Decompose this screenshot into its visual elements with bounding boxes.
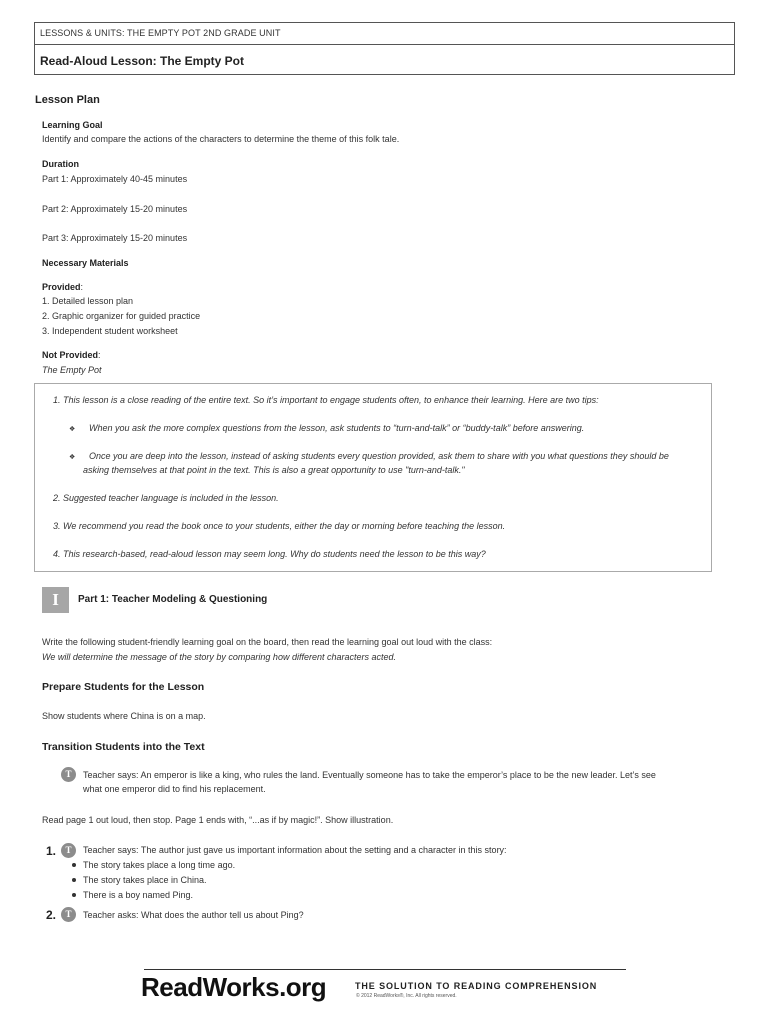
page-title: Read-Aloud Lesson: The Empty Pot xyxy=(40,54,245,68)
part-number-badge: I xyxy=(42,587,69,613)
provided-item-1: 1. Detailed lesson plan xyxy=(42,296,134,306)
question-2-text: Teacher asks: What does the author tell us about Ping? xyxy=(83,910,304,920)
note-1: 1. This lesson is a close reading of the entire text. So it’s important to engage students often, to enhance their learning. Here are two tips: xyxy=(53,395,599,405)
note-2: 2. Suggested teacher language is included in the lesson. xyxy=(53,493,279,503)
not-provided-item: The Empty Pot xyxy=(42,365,102,375)
materials-label: Necessary Materials xyxy=(42,258,129,268)
duration-part1: Part 1: Approximately 40-45 minutes xyxy=(42,174,188,184)
q1-bullet-1: The story takes place a long time ago. xyxy=(83,860,236,870)
student-learning-goal: We will determine the message of the story by comparing how different characters acted. xyxy=(42,652,397,662)
question-1-text: Teacher says: The author just gave us important information about the setting and a character in this story: xyxy=(83,845,507,855)
provided-item-3: 3. Independent student worksheet xyxy=(42,326,178,336)
breadcrumb-bar xyxy=(35,23,734,45)
q1-bullet-2: The story takes place in China. xyxy=(83,875,207,885)
teacher-icon: T xyxy=(61,843,76,858)
prepare-text: Show students where China is on a map. xyxy=(42,711,206,721)
footer-tagline: THE SOLUTION TO READING COMPREHENSION xyxy=(355,981,598,991)
note-1-tip-2-line-2: asking themselves at that point in the text. This is also a great opportunity to use "turn-and-talk." xyxy=(83,465,465,475)
note-3: 3. We recommend you read the book once to your students, either the day or morning before teaching the lesson. xyxy=(53,521,506,531)
note-1-tip-2-line-1: Once you are deep into the lesson, instead of asking students every question provided, ask them to share with you what questions they should be xyxy=(89,451,669,461)
lesson-plan-heading: Lesson Plan xyxy=(35,94,100,106)
teacher-says-1-line-2: what one emperor did to find his replacement. xyxy=(83,784,266,794)
learning-goal-label: Learning Goal xyxy=(42,120,103,130)
diamond-bullet-icon: ❖ xyxy=(69,426,76,433)
teacher-icon: T xyxy=(61,907,76,922)
bullet-dot xyxy=(72,878,76,882)
q1-bullet-3: There is a boy named Ping. xyxy=(83,890,194,900)
learning-goal-text: Identify and compare the actions of the characters to determine the theme of this folk tale. xyxy=(42,134,400,144)
transition-heading: Transition Students into the Text xyxy=(42,741,205,753)
question-2-number: 2. xyxy=(46,908,57,922)
footer-copyright: © 2012 ReadWorks®, Inc. All rights reserved. xyxy=(356,993,457,999)
duration-part2: Part 2: Approximately 15-20 minutes xyxy=(42,204,188,214)
bullet-dot xyxy=(72,893,76,897)
teacher-icon: T xyxy=(61,767,76,782)
readworks-logo: ReadWorks.org xyxy=(141,972,327,1002)
note-4: 4. This research-based, read-aloud lesson may seem long. Why do students need the lesson to be this way? xyxy=(53,549,486,559)
provided-item-2: 2. Graphic organizer for guided practice xyxy=(42,311,201,321)
teacher-notes-box xyxy=(34,383,712,572)
part-1-title: Part 1: Teacher Modeling & Questioning xyxy=(78,594,268,605)
not-provided-label: Not Provided xyxy=(42,350,99,360)
provided-label: Provided xyxy=(42,282,81,292)
duration-label: Duration xyxy=(42,159,79,169)
bullet-dot xyxy=(72,863,76,867)
read-page-instruction: Read page 1 out loud, then stop. Page 1 ends with, “...as if by magic!”. Show illustration. xyxy=(42,815,394,825)
breadcrumb: LESSONS & UNITS: THE EMPTY POT 2ND GRADE UNIT xyxy=(40,28,281,38)
duration-part3: Part 3: Approximately 15-20 minutes xyxy=(42,233,188,243)
provided-label-line: Provided: xyxy=(42,282,84,292)
footer-rule xyxy=(144,969,626,970)
learning-goal-instruction: Write the following student-friendly learning goal on the board, then read the learning goal out loud with the class: xyxy=(42,637,493,647)
not-provided-label-line: Not Provided: xyxy=(42,350,101,360)
prepare-heading: Prepare Students for the Lesson xyxy=(42,681,205,693)
diamond-bullet-icon: ❖ xyxy=(69,454,76,461)
header-box xyxy=(34,22,735,75)
note-1-tip-1: When you ask the more complex questions from the lesson, ask students to “turn-and-talk” or “buddy-talk” before answering. xyxy=(89,423,585,433)
question-1-number: 1. xyxy=(46,844,57,858)
teacher-says-1-line-1: Teacher says: An emperor is like a king, who rules the land. Eventually someone has to take the emperor’s place to be the new leader. Let’s see xyxy=(83,770,656,780)
